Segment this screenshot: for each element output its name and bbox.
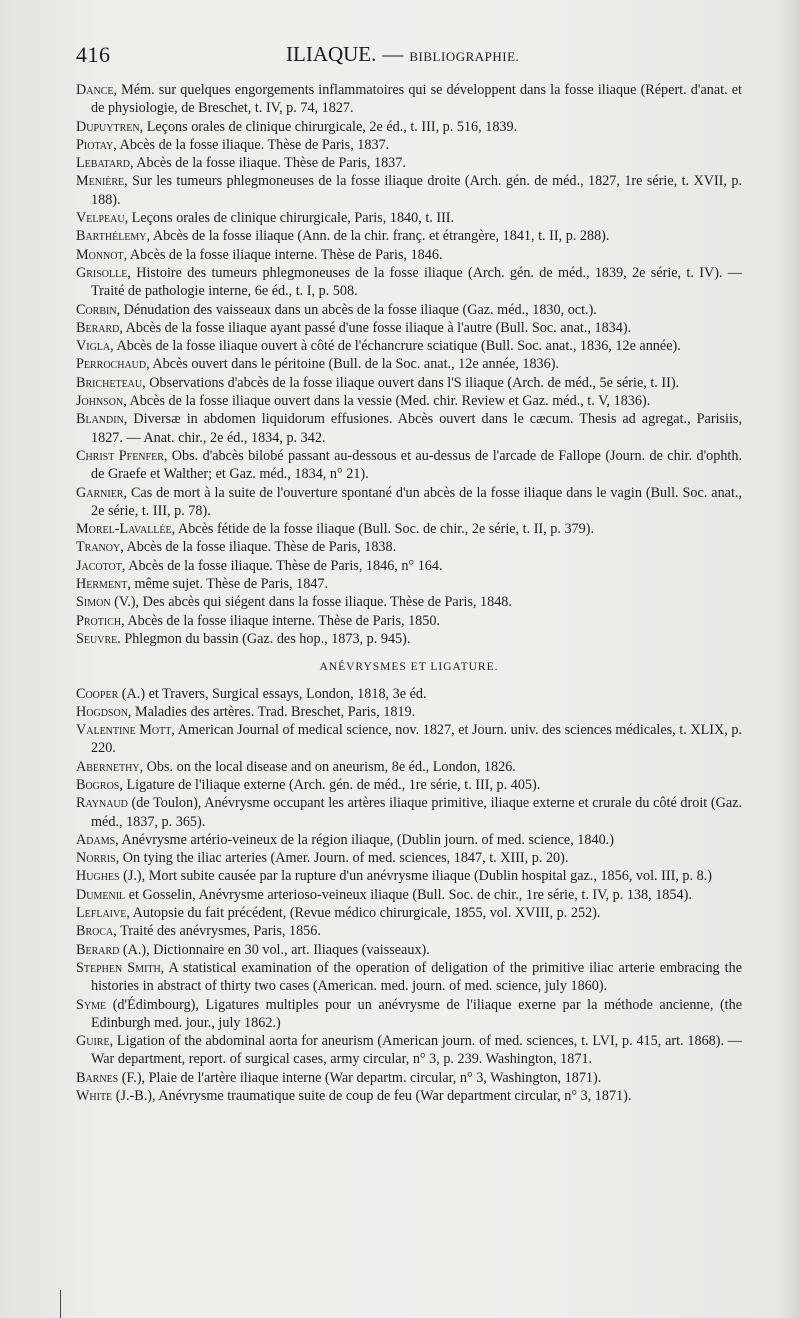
bibliography-entry: [76, 538, 742, 556]
entry-text: Autopsie du fait précédent, (Revue médico chirurgicale, 1855, vol. XVIII, p. 252).: [129, 905, 601, 922]
bibliography-entry: [76, 612, 742, 630]
bibliography-entry: [76, 575, 742, 593]
bibliography-entry: [76, 136, 742, 154]
entry-author: Protich,: [76, 612, 125, 629]
entry-text: Diversæ in abdomen liquidorum effusiones. Abcès ouvert dans le cæcum. Thesis ad agregat., Parisiis, 1827. — Anat. chir., 2e éd., 1834, p. 342.: [91, 411, 742, 446]
bibliography-entry: [76, 246, 742, 264]
entry-text: American Journal of medical science, nov. 1827, et Journ. univ. des sciences médicales, t. XLIX, p. 220.: [91, 722, 742, 757]
entry-text: Obs. on the local disease and on aneurism, 8e éd., London, 1826.: [143, 758, 516, 775]
bibliography-entry: [76, 264, 742, 301]
entry-author: Corbin,: [76, 301, 121, 318]
bibliography-entry: [76, 520, 742, 538]
margin-rule: [60, 1290, 61, 1318]
entry-text: (d'Édimbourg), Ligatures multiples pour un anévrysme de l'iliaque exerne par la méthode ancienne, (the Edinburgh med. jour., july 1862.): [91, 996, 742, 1031]
entry-author: Herment,: [76, 576, 131, 593]
entry-author: Dupuytren,: [76, 118, 144, 135]
bibliography-entry: [76, 209, 742, 227]
entry-author: Raynaud: [76, 795, 128, 812]
entry-author: Bricheteau,: [76, 374, 146, 391]
entry-author: Barthélemy,: [76, 228, 151, 245]
entry-text: même sujet. Thèse de Paris, 1847.: [130, 576, 329, 593]
bibliography-entry: [76, 374, 742, 392]
entry-author: Berard: [76, 941, 120, 958]
entry-author: Grisolle,: [76, 264, 131, 281]
entry-author: White: [76, 1088, 113, 1105]
entry-text: Abcès de la fosse iliaque (Ann. de la chir. franç. et étrangère, 1841, t. II, p. 288).: [150, 228, 610, 245]
entry-author: Morel-Lavallée,: [76, 521, 176, 538]
bibliography-entry: [76, 685, 742, 703]
entry-author: Piotay,: [76, 136, 117, 153]
bibliography-entry: [76, 831, 742, 849]
entry-author: Seuvre.: [76, 630, 121, 647]
bibliography-entry: [76, 557, 742, 575]
entry-author: Barnes: [76, 1069, 119, 1086]
entry-author: Monnot,: [76, 246, 128, 263]
bibliography-entry: [76, 776, 742, 794]
bibliography-entry: [76, 447, 742, 484]
entry-text: Obs. d'abcès bilobé passant au-dessous et au-dessus de l'arcade de Fallope (Journ. de chir. d'ophth. de Graefe et Walther; et Gaz. méd., 1834, n° 21).: [91, 447, 742, 483]
entry-author: Hogdson,: [76, 703, 132, 720]
header-title: ILIAQUE.: [286, 42, 377, 66]
bibliography-entry: [76, 922, 742, 940]
entry-text: Leçons orales de clinique chirurgicale, Paris, 1840, t. III.: [128, 210, 455, 227]
entry-author: Syme: [76, 996, 107, 1013]
entry-author: Dance,: [76, 82, 118, 98]
entry-text: Abcès de la fosse iliaque. Thèse de Paris, 1838.: [123, 539, 397, 556]
entry-author: Berard,: [76, 319, 123, 336]
bibliography-entry: [76, 172, 742, 209]
entry-text: On tying the iliac arteries (Amer. Journ. of med. sciences, 1847, t. XIII, p. 20).: [119, 850, 569, 867]
entry-text: Abcès de la fosse iliaque ouvert dans la vessie (Med. chir. Review et Gaz. méd., t. V, 1836).: [126, 393, 651, 410]
bibliography-entry: [76, 703, 742, 721]
entry-text: Abcès de la fosse iliaque interne. Thèse de Paris, 1846.: [127, 246, 443, 263]
bibliography-entry: [76, 941, 742, 959]
entry-author: Menière,: [76, 173, 128, 190]
entry-text: Abcès de la fosse iliaque ouvert à côté de l'échancrure sciatique (Bull. Soc. anat., 1836, 12e année).: [113, 338, 681, 355]
bibliography-entry: [76, 81, 742, 118]
entry-text: Cas de mort à la suite de l'ouverture spontané d'un abcès de la fosse iliaque dans le vagin (Bull. Soc. anat., 2e série, t. III, p. 78).: [91, 484, 742, 519]
bibliography-entry: [76, 867, 742, 885]
entry-text: Abcès de la fosse iliaque interne. Thèse de Paris, 1850.: [124, 612, 440, 629]
entry-author: Perrochaud,: [76, 356, 150, 373]
entry-author: Adams,: [76, 831, 119, 848]
bibliography-entry: [76, 410, 742, 447]
entry-author: Hughes: [76, 868, 120, 885]
bibliography-entry: [76, 227, 742, 245]
bibliography-entry: [76, 630, 742, 648]
entry-text: Leçons orales de clinique chirurgicale, 2e éd., t. III, p. 516, 1839.: [143, 118, 518, 135]
entry-author: Simon: [76, 594, 111, 611]
bibliography-entry: [76, 794, 742, 831]
entry-text: (J.-B.), Anévrysme traumatique suite de coup de feu (War department circular, n° 3, 1871).: [112, 1088, 632, 1105]
entry-author: Dumenil: [76, 886, 126, 903]
bibliography-entry: [76, 593, 742, 611]
bibliography-entry: [76, 1069, 742, 1087]
bibliography-entry: [76, 392, 742, 410]
bibliography-entry: [76, 758, 742, 776]
entry-author: Tranoy,: [76, 539, 124, 556]
entry-author: Abernethy,: [76, 758, 144, 775]
bibliography-entry: [76, 904, 742, 922]
page-number: 416: [76, 42, 111, 67]
bibliography-entry: [76, 301, 742, 319]
bibliography-entry: [76, 319, 742, 337]
entry-text: (J.), Mort subite causée par la rupture d'un anévrysme iliaque (Dublin hospital gaz., 1856, vol. III, p. 8.): [119, 868, 712, 885]
entry-text: Dénudation des vaisseaux dans un abcès de la fosse iliaque (Gaz. méd., 1830, oct.).: [120, 301, 597, 318]
entry-text: Ligation of the abdominal aorta for aneurism (American journ. of med. sciences, t. LVI, p. 415, art. 1868). — War department, report. of surgical cases, army circular, n° 3, p. 239. Washington, 1871.: [91, 1033, 742, 1068]
entry-text: A statistical examination of the operation of deligation of the primitive iliac arterie embracing the histories in abstract of thirty two cases (American. med. journ. of med. science, july 1860).: [91, 959, 742, 995]
bibliography-entry: [76, 1087, 742, 1105]
entry-text: Abcès de la fosse iliaque ayant passé d'une fosse iliaque à l'autre (Bull. Soc. anat., 1834).: [122, 319, 632, 336]
entry-text: (A.) et Travers, Surgical essays, London, 1818, 3e éd.: [118, 685, 427, 702]
header-dash: —: [382, 42, 404, 66]
entry-text: (de Toulon), Anévrysme occupant les artères iliaque primitive, iliaque externe et crurale du côté droit (Gaz. méd., 1837, p. 365).: [91, 795, 742, 830]
bibliography-list-anevrysmes: [76, 685, 742, 1106]
entry-text: (V.), Des abcès qui siégent dans la fosse iliaque. Thèse de Paris, 1848.: [110, 594, 512, 611]
entry-author: Jacotot,: [76, 557, 126, 574]
entry-author: Blandin,: [76, 411, 128, 428]
entry-author: Valentine Mott,: [76, 722, 175, 739]
entry-author: Bogros,: [76, 776, 123, 793]
entry-text: Anévrysme artério-veineux de la région iliaque, (Dublin journ. of med. science, 1840.): [118, 831, 614, 848]
entry-author: Norris,: [76, 850, 120, 867]
header-subtitle: BIBLIOGRAPHIE.: [409, 49, 520, 64]
entry-author: Velpeau,: [76, 210, 129, 227]
entry-author: Cooper: [76, 685, 119, 702]
entry-text: Maladies des artères. Trad. Breschet, Paris, 1819.: [131, 703, 416, 720]
bibliography-entry: [76, 337, 742, 355]
entry-text: (A.), Dictionnaire en 30 vol., art. Iliaques (vaisseaux).: [119, 941, 430, 958]
bibliography-entry: [76, 355, 742, 373]
entry-text: Sur les tumeurs phlegmoneuses de la fosse iliaque droite (Arch. gén. de méd., 1827, 1re série, t. XVII, p. 188).: [91, 173, 742, 208]
page-edge-shadow: [778, 0, 800, 1318]
entry-text: Ligature de l'iliaque externe (Arch. gén. de méd., 1re série, t. III, p. 405).: [122, 776, 541, 793]
bibliography-entry: [76, 118, 742, 136]
entry-text: Abcès ouvert dans le péritoine (Bull. de la Soc. anat., 12e année, 1836).: [149, 356, 560, 373]
entry-text: Abcès de la fosse iliaque. Thèse de Paris, 1846, n° 164.: [125, 557, 443, 574]
bibliography-entry: [76, 996, 742, 1033]
entry-author: Leflaive,: [76, 905, 130, 922]
entry-text: Observations d'abcès de la fosse iliaque ouvert dans l'S iliaque (Arch. de méd., 5e série, t. II).: [145, 374, 680, 391]
bibliography-entry: [76, 886, 742, 904]
entry-text: Traité des anévrysmes, Paris, 1856.: [116, 923, 321, 940]
entry-author: Broca,: [76, 923, 117, 940]
bibliography-list-abces: [76, 81, 742, 648]
entry-author: Stephen Smith,: [76, 959, 165, 976]
entry-author: Christ Pfenfer,: [76, 447, 168, 464]
bibliography-entry: [76, 484, 742, 521]
entry-text: et Gosselin, Anévrysme arterioso-veineux iliaque (Bull. Soc. de chir., 1re série, t. IV, p. 138, 1854).: [125, 886, 692, 903]
bibliography-entry: [76, 721, 742, 758]
entry-text: Mém. sur quelques engorgements inflammatoires qui se développent dans la fosse iliaque (Répert. d'anat. et de physiologie, de Breschet, t. IV, p. 74, 1827.: [91, 82, 742, 117]
entry-text: (F.), Plaie de l'artère iliaque interne (War departm. circular, n° 3, Washington, 1871).: [118, 1069, 602, 1086]
section-heading: ANÉVRYSMES ET LIGATURE.: [319, 661, 499, 674]
running-header: [76, 42, 738, 72]
bibliography-body: [76, 81, 742, 1105]
entry-text: Phlegmon du bassin (Gaz. des hop., 1873, p. 945).: [120, 630, 411, 647]
entry-author: Vigla,: [76, 338, 114, 355]
entry-text: Histoire des tumeurs phlegmoneuses de la fosse iliaque (Arch. gén. de méd., 1839, 2e série, t. IV). — Traité de pathologie interne, 6e éd., t. I, p. 508.: [91, 264, 742, 300]
entry-author: Johnson,: [76, 393, 127, 410]
entry-text: Abcès fétide de la fosse iliaque (Bull. Soc. de chir., 2e série, t. II, p. 379).: [175, 521, 594, 538]
entry-author: Lebatard,: [76, 155, 134, 172]
entry-text: Abcès de la fosse iliaque. Thèse de Paris, 1837.: [133, 155, 406, 172]
bibliography-entry: [76, 959, 742, 996]
entry-author: Guire,: [76, 1033, 114, 1050]
entry-text: Abcès de la fosse iliaque. Thèse de Paris, 1837.: [116, 136, 390, 153]
running-title: [286, 42, 519, 67]
entry-author: Garnier,: [76, 484, 128, 501]
bibliography-entry: [76, 1032, 742, 1069]
bibliography-entry: [76, 154, 742, 172]
bibliography-entry: [76, 849, 742, 867]
